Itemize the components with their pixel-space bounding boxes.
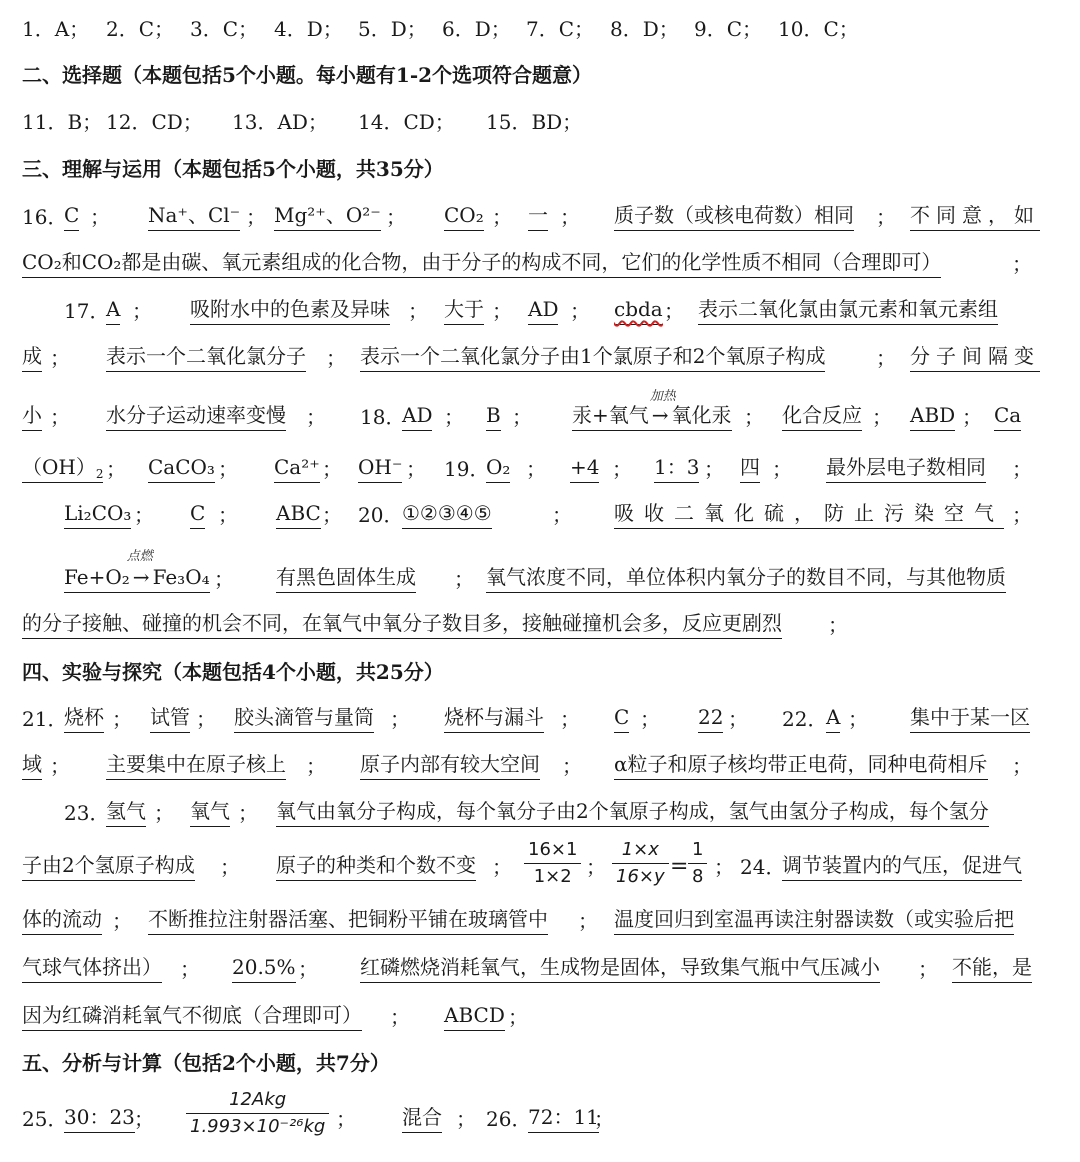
q24-temp-b: 气球气体挤出） (22, 952, 162, 983)
q23-comp-b: 子由2个氢原子构成 (22, 850, 195, 881)
q17-sep-5: ； (664, 299, 684, 323)
answer-q15: 15．BD； (486, 110, 583, 134)
q17-sep-7: ； (326, 346, 346, 370)
q24-sep-1: ； (112, 909, 132, 933)
q22-sep-1: ； (848, 707, 868, 731)
q23-sep-5: ； (586, 855, 606, 879)
q22-sep-3: ； (306, 754, 326, 778)
q20-row-2 (0, 549, 1080, 596)
q16-one: 一 (528, 200, 548, 231)
q17-greater: 大于 (444, 294, 484, 325)
q19-sep-6: ； (134, 503, 154, 527)
answer-q3: 3．C； (190, 17, 259, 41)
section-2-heading: 二、选择题（本题包括5个小题。每小题有1-2个选项符合题意） (22, 63, 593, 87)
q20-absorb: 吸收二氧化硫，防止污染空气 (614, 498, 1004, 529)
q22-space: 原子内部有较大空间 (360, 749, 540, 780)
q20-sep-3: ； (214, 567, 234, 591)
q18-ca-b (22, 452, 103, 483)
answer-q13: 13．AD； (232, 110, 328, 134)
q19-c: C (190, 498, 205, 529)
q21-sep-2: ； (196, 707, 216, 731)
answer-q12: 12．CD； (106, 110, 203, 134)
section-4-heading-row (0, 655, 1080, 689)
q19-four: 四 (740, 452, 760, 483)
q18-ca-a: Ca (994, 400, 1021, 431)
answer-q14: 14．CD； (358, 110, 455, 134)
q23-h2: 氢气 (106, 796, 146, 827)
q24-abcd: ABCD (444, 1000, 505, 1031)
q26-sep: ； (594, 1107, 614, 1131)
q23-f2-numerator: 1×x (612, 839, 669, 864)
q25-fraction (186, 1089, 329, 1138)
q24-sep-3: ； (180, 957, 200, 981)
q20-row-3 (0, 608, 1080, 642)
q17-sep-6: ； (50, 346, 70, 370)
q16-sep-1: ； (90, 205, 110, 229)
q23-f3-denominator: 8 (692, 866, 704, 887)
q18-sep-2: ； (512, 405, 532, 429)
q25-sep-3: ； (456, 1107, 476, 1131)
answer-q4: 4．D； (274, 17, 343, 41)
answer-q10: 10．C； (778, 17, 859, 41)
q17-sep-1: ； (132, 299, 152, 323)
q25-mix: 混合 (402, 1102, 442, 1133)
q21-22: 22 (698, 702, 723, 733)
q20-black: 有黑色固体生成 (276, 562, 416, 593)
q22-sep-2: ； (50, 754, 70, 778)
answer-row-3 (0, 105, 1080, 139)
q18-type: 化合反应 (782, 400, 862, 431)
q18-sep-3: ； (744, 405, 764, 429)
answer-q9: 9．C； (694, 17, 763, 41)
q20-circles: ①②③④⑤ (402, 498, 492, 529)
q22-focus-a: 集中于某一区 (910, 702, 1030, 733)
q19-number: 19． (444, 457, 490, 481)
q22-focus-b: 域 (22, 749, 42, 780)
q17-row-1 (0, 294, 1080, 328)
q18-sep-9: ； (406, 457, 426, 481)
q24-row-2 (0, 904, 1080, 938)
q21-funnel: 烧杯与漏斗 (444, 702, 544, 733)
q18-equation (572, 389, 732, 431)
q21-sep-5: ； (640, 707, 660, 731)
q24-adjust-b: 体的流动 (22, 904, 102, 935)
q20-number: 20． (358, 503, 404, 527)
q25-sep-2: ； (336, 1107, 356, 1131)
q19-plus4: +4 (570, 452, 599, 483)
q24-phos: 红磷燃烧消耗氧气，生成物是固体，导致集气瓶中气压减小 (360, 952, 880, 983)
q24-row-3 (0, 952, 1080, 986)
q19-sep-2: ； (612, 457, 632, 481)
q22-row-2 (0, 749, 1080, 783)
q19-li2co3: Li₂CO₃ (64, 498, 131, 529)
q23-f2-denominator: 16×y (616, 866, 665, 887)
answer-q2: 2．C； (106, 17, 175, 41)
q25-frac-denominator: 1.993×10⁻²⁶kg (190, 1116, 326, 1137)
q20-eq-arrow-wrap (126, 549, 153, 592)
q17-sep-2: ； (408, 299, 428, 323)
q19-sep-1: ； (526, 457, 546, 481)
q23-row-1 (0, 796, 1080, 830)
q25-sep-1: ； (134, 1107, 154, 1131)
q21-sep-4: ； (560, 707, 580, 731)
q17-gap-a: 分子间隔变 (910, 341, 1040, 372)
q21-dropper: 胶头滴管与量筒 (234, 702, 374, 733)
q24-adjust-a: 调节装置内的气压，促进气 (782, 850, 1022, 881)
q20-sep-2: ； (1012, 503, 1032, 527)
q20-equation (64, 549, 210, 593)
q22-sep-5: ； (1012, 754, 1032, 778)
q19-ratio: 1：3 (654, 452, 699, 483)
q19-sep-3: ； (704, 457, 724, 481)
q16-proton: 质子数（或核电荷数）相同 (614, 200, 854, 231)
answer-q1: 1．A； (22, 17, 90, 41)
q18-eq-condition: 加热 (649, 389, 676, 404)
q24-sep-4: ； (298, 957, 318, 981)
q23-sep-3: ； (220, 855, 240, 879)
q24-cannot-a: 不能，是 (952, 952, 1032, 983)
q22-number: 22． (782, 707, 828, 731)
q21-sep-3: ； (390, 707, 410, 731)
q18-ad: AD (402, 400, 432, 431)
q21-sep-6: ； (728, 707, 748, 731)
q24-sep-7: ； (508, 1005, 528, 1029)
section-2-heading-row (0, 58, 1080, 92)
q21-row-1 (0, 702, 1080, 736)
q17-cbda-text: cbda (614, 297, 663, 321)
q21-c: C (614, 702, 629, 733)
q17-sep-4: ； (570, 299, 590, 323)
q19-sep-8: ； (322, 503, 342, 527)
q20-sep-5: ； (828, 613, 848, 637)
q18-ca-sub: 2 (95, 467, 104, 481)
q17-gap-b: 小 (22, 400, 42, 431)
q17-row-2 (0, 341, 1080, 375)
q21-tube: 试管 (150, 702, 190, 733)
q25-row-1 (0, 1089, 1080, 1154)
q16-continuation: CO₂和CO₂都是由碳、氧元素组成的化合物，由于分子的构成不同，它们的化学性质不相同（合理即可） (22, 247, 941, 278)
q19-outer: 最外层电子数相同 (826, 452, 986, 483)
q21-beaker: 烧杯 (64, 702, 104, 733)
q18-ca-oh: （OH） (22, 455, 96, 479)
q19-sep-7: ； (218, 503, 238, 527)
q16-row-2 (0, 247, 1080, 281)
q18-sep-4: ； (872, 405, 892, 429)
q18-eq-left: 汞+氧气 (572, 403, 649, 427)
q17-cbda (614, 294, 663, 325)
q18-caco3: CaCO₃ (148, 452, 215, 483)
q21-number: 21． (22, 707, 68, 731)
q16-ions-mg-o: Mg²⁺、O²⁻ (274, 200, 381, 231)
q18-sep-7: ； (218, 457, 238, 481)
q17-sep-8: ； (876, 346, 896, 370)
answer-q5: 5．D； (358, 17, 427, 41)
q25-ratio: 30：23 (64, 1102, 135, 1133)
q22-nucleus: 主要集中在原子核上 (106, 749, 286, 780)
q25-frac-numerator: 12Akg (186, 1089, 329, 1114)
q26-ratio: 72：11 (528, 1102, 599, 1133)
answer-q8: 8．D； (610, 17, 679, 41)
q23-equals: = (670, 854, 689, 879)
q20-eq-condition: 点燃 (126, 549, 153, 564)
q24-row-4 (0, 1000, 1080, 1034)
q18-number: 18． (360, 405, 406, 429)
q23-f1-numerator: 16×1 (524, 839, 581, 864)
q18-sep-1: ； (444, 405, 464, 429)
q23-sep-4: ； (492, 855, 512, 879)
q23-comp-a: 氧气由氧分子构成，每个氧分子由2个氧原子构成，氢气由氢分子构成，每个氢分 (276, 796, 989, 827)
q16-row-1 (0, 200, 1080, 234)
q16-ions-na-cl: Na⁺、Cl⁻ (148, 200, 240, 231)
q17-meaning-1b: 成 (22, 341, 42, 372)
q21-sep-1: ； (112, 707, 132, 731)
q16-disagree: 不同意，如 (910, 200, 1040, 231)
q23-fraction-1 (524, 839, 581, 888)
q23-number: 23． (64, 801, 110, 825)
q24-cannot-b: 因为红磷消耗氧气不彻底（合理即可） (22, 1000, 362, 1031)
q23-invariant: 原子的种类和个数不变 (276, 850, 476, 881)
q17-adsorb: 吸附水中的色素及异味 (190, 294, 390, 325)
q19-o2: O₂ (486, 452, 510, 483)
q24-push: 不断推拉注射器活塞、把铜粉平铺在玻璃管中 (148, 904, 548, 935)
q20-row-1 (0, 498, 1080, 532)
q24-sep-5: ； (918, 957, 938, 981)
answer-q6: 6．D； (442, 17, 511, 41)
q17-number: 17． (64, 299, 110, 323)
q18-row-1 (0, 389, 1080, 434)
q18-oh: OH⁻ (358, 452, 402, 483)
q17-ad: AD (528, 294, 558, 325)
q17-sep-10: ； (306, 405, 326, 429)
q26-number: 26． (486, 1107, 532, 1131)
q24-temp-a: 温度回归到室温再读注射器读数（或实验后把 (614, 904, 1014, 935)
q24-sep-6: ； (390, 1005, 410, 1029)
q22-repel: α粒子和原子核均带正电荷，同种电荷相斥 (614, 749, 988, 780)
q20-reason-a: 氧气浓度不同，单位体积内氧分子的数目不同，与其他物质 (486, 562, 1006, 593)
q18-ca2: Ca²⁺ (274, 452, 320, 483)
q18-sep-5: ； (962, 405, 982, 429)
q24-percent: 20.5% (232, 952, 296, 983)
q20-eq-left: Fe+O₂ (64, 565, 130, 589)
answer-q11: 11．B； (22, 110, 103, 134)
q19-sep-5: ； (1012, 457, 1032, 481)
q17-meaning-2: 表示一个二氧化氯分子 (106, 341, 306, 372)
q23-fraction-3 (688, 839, 707, 888)
q18-sep-8: ； (322, 457, 342, 481)
q16-sep-5: ； (560, 205, 580, 229)
q19-row-1 (0, 452, 1080, 486)
q18-sep-6: ； (106, 457, 126, 481)
q16-end: ； (1012, 252, 1032, 276)
q19-abc: ABC (276, 498, 321, 529)
q18-abd: ABD (910, 400, 955, 431)
q18-b: B (486, 400, 501, 431)
q20-sep-4: ； (454, 567, 474, 591)
q20-sep-1: ； (552, 503, 572, 527)
q25-number: 25． (22, 1107, 68, 1131)
q18-eq-right: 氧化汞 (671, 403, 732, 427)
q20-reason-b: 的分子接触、碰撞的机会不同，在氧气中氧分子数目多，接触碰撞机会多，反应更剧烈 (22, 608, 782, 639)
q23-f1-denominator: 1×2 (533, 866, 572, 887)
q23-o2: 氧气 (190, 796, 230, 827)
q17-sep-9: ； (50, 405, 70, 429)
section-5-heading-row (0, 1046, 1080, 1080)
q18-eq-arrow-wrap (649, 389, 676, 430)
q20-eq-right: Fe₃O₄ (152, 565, 210, 589)
q22-a: A (826, 702, 840, 733)
q16-answer-c: C (64, 200, 79, 231)
section-5-heading: 五、分析与计算（包括2个小题，共7分） (22, 1051, 390, 1075)
q16-co2: CO₂ (444, 200, 484, 231)
section-3-heading-row (0, 152, 1080, 186)
q24-sep-2: ； (578, 909, 598, 933)
q17-meaning-1a: 表示二氧化氯由氯元素和氧元素组 (698, 294, 998, 325)
q16-sep-3: ； (386, 205, 406, 229)
q19-sep-4: ； (772, 457, 792, 481)
answer-row-1 (0, 12, 1080, 46)
answer-q7: 7．C； (526, 17, 595, 41)
q22-sep-4: ； (562, 754, 582, 778)
q18-eq-arrow: → (651, 403, 669, 427)
q23-sep-6: ； (714, 855, 734, 879)
q23-fraction-2 (612, 839, 669, 888)
q17-meaning-3: 表示一个二氧化氯分子由1个氯原子和2个氧原子构成 (360, 341, 825, 372)
q23-sep-2: ； (238, 801, 258, 825)
q23-f3-numerator: 1 (688, 839, 707, 864)
q16-sep-2: ； (246, 205, 266, 229)
q16-sep-6: ； (876, 205, 896, 229)
q17-answer-a: A (106, 294, 120, 325)
section-3-heading: 三、理解与运用（本题包括5个小题，共35分） (22, 157, 444, 181)
section-4-heading: 四、实验与探究（本题包括4个小题，共25分） (22, 660, 444, 684)
q17-speed: 水分子运动速率变慢 (106, 400, 286, 431)
q16-sep-4: ； (492, 205, 512, 229)
q24-number: 24． (740, 855, 786, 879)
q20-eq-arrow: → (132, 565, 150, 589)
q23-sep-1: ； (154, 801, 174, 825)
q16-number: 16． (22, 205, 68, 229)
q17-sep-3: ； (492, 299, 512, 323)
